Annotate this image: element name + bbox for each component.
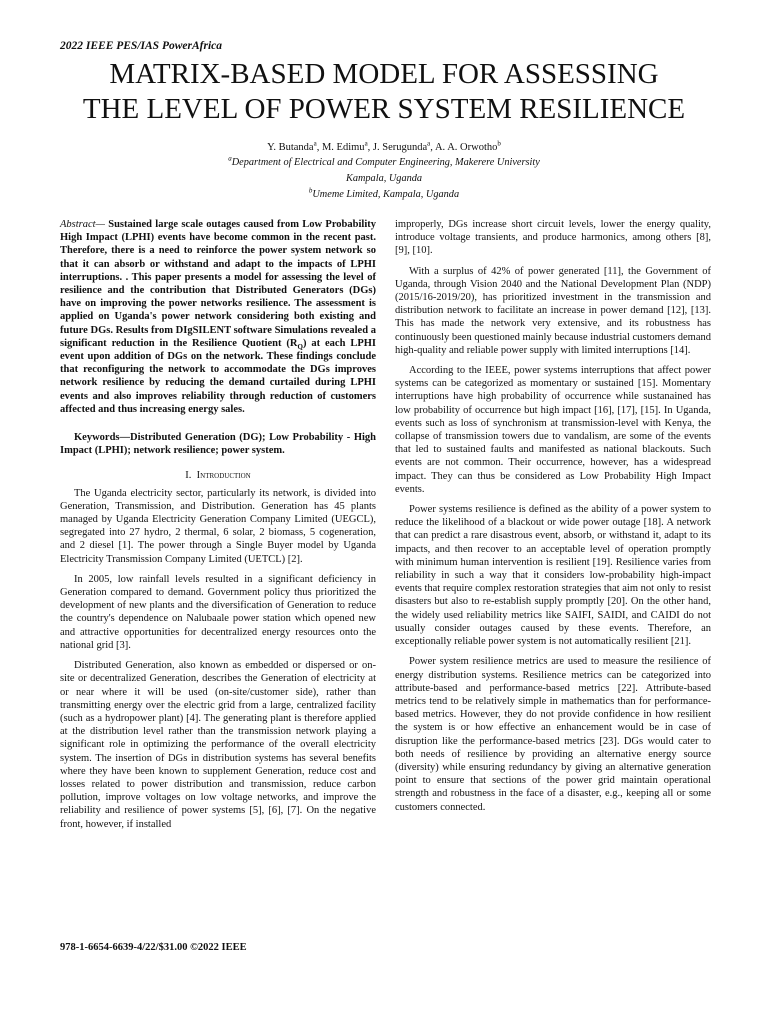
author: J. Serugunda <box>372 142 428 153</box>
author: M. Edimu <box>321 142 365 153</box>
affiliations <box>0 155 768 203</box>
author-mark: a <box>364 139 368 148</box>
paragraph: Distributed Generation, also known as embedded or dispersed or on-site or decentralized Generation, describes the Generation of electricity at or near where it will be used (on-site/customer side), rather than transmitting energy over the electric grid from a large, centralized facility (such as a hydropower plant) [4]. The generating plant is therefore applied at the distribution level rather than the transmission network playing a significant role in optimizing the performance of the overall electricity system. The insertion of DGs in distribution systems has several benefits where they have been known to supplement Generation, reduce cost and losses related to power distribution and transmission, reduce carbon pollution, improve voltages on low voltage networks, and improve the reliability and resilience of power systems [5], [6], [7]. On the negative front, however, if installed <box>60 660 376 830</box>
abstract-subscript: Q <box>297 342 303 351</box>
paragraph: According to the IEEE, power systems interruptions that affect power systems can be categorized as momentary or sustained [15]. Momentary interruptions have high probability of occurrence while sustanained has low probability of occurrence but high impact [16], [17], [15]. In Uganda, events such as loss of synchronism at transmission-level with Kenya, the collapse of transmission towers due to vandalism, are some of the events that led to sustained faults and manifested as national blackouts. Such events are not common. Their occurrence, however, has a widespread impact. They can thus be considered as Low Probability High Impact events. <box>395 365 711 495</box>
section-heading <box>60 469 376 482</box>
affiliation-a <box>0 155 768 171</box>
abstract-text: Sustained large scale outages caused from Low Probability High Impact (LPHI) events have become common in the recent past. Therefore, there is a need to reinforce the power system network so that it can absorb or withstand and adapt to the impacts of LPHI interruptions. . This paper presents a model for assessing the level of resilience and the contribution that Distributed Generators (DGs) have on improving the power networks resilience. The assessment is applied on Uganda's power network considering both existing and future DGs. Results from DIgSILENT software Simulations revealed a significant reduction in the Resilience Quotient (R <box>60 219 376 349</box>
affiliation-a-line1: Department of Electrical and Computer Engineering, Makerere University <box>231 157 540 168</box>
affiliation-b <box>0 187 768 203</box>
paragraph: The Uganda electricity sector, particularly its network, is divided into Generation, Transmission, and Distribution. Generation has 45 plants managed by Uganda Electricity Generation Company Limited (UEGCL), segregated into 27 hydro, 2 thermal, 6 solar, 2 biomass, 5 cogeneration, and 2 diesel [1]. The power through a Single Buyer model by Uganda Electricity Transmission Company Limited (UETCL) [2]. <box>60 487 376 565</box>
paragraph: In 2005, low rainfall levels resulted in a significant deficiency in Generation compared to demand. Government policy thus prioritized the development of new plants and the diversification of Generation to reduce the country's dependence on Nalubaale power station which opened new and attractive opportunities for decentralized energy resources onto the national grid [3]. <box>60 573 376 651</box>
paragraph: improperly, DGs increase short circuit levels, lower the energy quality, introduce voltage transients, and produce harmonics, among others [8], [9], [10]. <box>395 219 711 257</box>
author: Y. Butanda <box>267 142 314 153</box>
paragraph: Power system resilience metrics are used to measure the resilience of energy distribution systems. Resilience metrics can be categorized into attribute-based and performance-based metrics [22]. Attribute-based metrics tend to be relatively simple in mathematics than for performance-based metrics. However, they do not provide confidence in how resilient the system is or how effective an enhancement would be in case of disruption like the performance-based metrics [23]. DGs would cater to both needs of resilience by providing an alternative energy source (diversity) while ensuring redundancy by giving an alternative generation point to ensure that sections of the power grid maintain operational strength and robustness in the face of a disaster, e.g., keeping all or some customers connected. <box>395 656 711 813</box>
copyright-notice: 978-1-6654-6639-4/22/$31.00 ©2022 IEEE <box>60 942 247 953</box>
section-number: I. <box>185 470 192 482</box>
keywords: Keywords—Distributed Generation (DG); Low Probability - High Impact (LPHI); network resilience; power system. <box>60 432 376 457</box>
paragraph: Power systems resilience is defined as the ability of a power system to reduce the likelihood of a blackout or wide power outage [18]. A network that can predict a rare disastrous event, absorb, or withstand it, adapt to its impacts, and then recover to an acceptable level of operation promptly with minimum human intervention is resilient [19]. Resilience varies from reliability in such a way that it considers low-probability high-impact events that require complex restoration strategies that aim not only to resist disasters but also to re-establish supply promptly [20]. On the other hand, the widely used reliability metrics like SAIFI, SAIDI, and CAIDI do not usually consider outages caused by these events. Therefore, an exceptionally reliable power system is not automatically resilient [21]. <box>395 504 711 648</box>
paragraph: With a surplus of 42% of power generated [11], the Government of Uganda, through Vision 2040 and the National Development Plan (NDP) (2015/16-2019/20), has prioritized investment in the transmission and distribution network to facilitate an increase in power demand [12], [13]. This has made the network very extensive, and its robustness has continuously been questioned mainly because industrial customers demand high-quality and reliable power supply with limited interruptions [14]. <box>395 265 711 356</box>
abstract-text-end: ) at each LPHI event upon addition of DGs on the network. These findings conclude that reconfiguring the network to accommodate the DGs improves network resilience by reducing the demand curtailed during LPHI events and also improves reliability through reduction of customers affected and thus increasing energy sales. <box>60 337 377 415</box>
author-mark: a <box>427 139 431 148</box>
author-mark: b <box>497 139 501 148</box>
right-column <box>395 218 711 821</box>
author-mark: a <box>313 139 317 148</box>
affiliation-a-line2: Kampala, Uganda <box>345 173 423 184</box>
left-column <box>60 218 376 838</box>
abstract <box>60 218 376 416</box>
affiliation-mark: b <box>308 186 313 195</box>
author-list: Y. Butanda$^a$, M. Edimu$^a$, J. Serugunda$^a$, A. A. Orwotho$^b$ <box>267 139 501 153</box>
affiliation-mark: a <box>228 154 232 163</box>
section-title: Introduction <box>196 470 251 482</box>
affiliation-b-text: Umeme Limited, Kampala, Uganda <box>312 189 460 200</box>
title-line-2: THE LEVEL OF POWER SYSTEM RESILIENCE <box>82 93 686 125</box>
abstract-lead: Abstract— <box>60 219 105 230</box>
author: A. A. Orwotho <box>434 142 498 153</box>
conference-name: 2022 IEEE PES/IAS PowerAfrica <box>60 40 222 52</box>
title-line-1: MATRIX-BASED MODEL FOR ASSESSING <box>109 58 659 90</box>
paper-title <box>20 57 748 127</box>
